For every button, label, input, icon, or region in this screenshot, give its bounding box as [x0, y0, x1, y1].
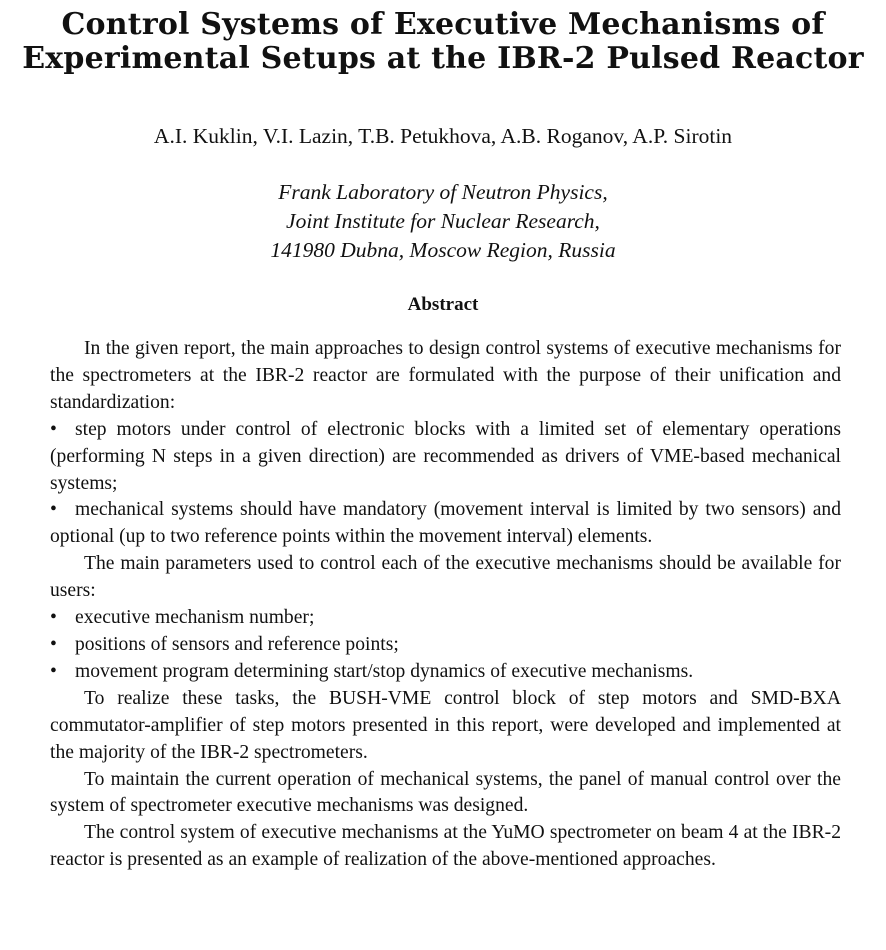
bullet-text: movement program determining start/stop dynamics of executive mechanisms.	[75, 660, 694, 682]
bullet-text: executive mechanism number;	[75, 607, 315, 629]
affiliation-line-2: Joint Institute for Nuclear Research,	[286, 209, 600, 233]
author-list: A.I. Kuklin, V.I. Lazin, T.B. Petukhova, A.B. Roganov, A.P. Sirotin	[153, 124, 733, 148]
affiliation-line-1: Frank Laboratory of Neutron Physics,	[278, 180, 608, 204]
bullet-text: mechanical systems should have mandatory (movement interval is limited by two sensors) and optional (up to two reference points within the movement interval) elements.	[50, 499, 841, 548]
bullet-text: step motors under control of electronic blocks with a limited set of elementary operations (performing N steps in a given direction) are recommended as drivers of VME-based mechanical systems;	[50, 418, 841, 494]
bullet-marker: •	[50, 418, 57, 440]
abstract-paragraph: To maintain the current operation of mechanical systems, the panel of manual control over the system of spectrometer executive mechanisms was designed.	[50, 768, 841, 817]
abstract-paragraph: The main parameters used to control each of the executive mechanisms should be available for users:	[50, 553, 841, 602]
bullet-item	[50, 659, 841, 686]
abstract-paragraph: The control system of executive mechanisms at the YuMO spectrometer on beam 4 at the IBR-2 reactor is presented as an example of realization of the above-mentioned approaches.	[50, 822, 841, 871]
paper-title	[0, 8, 886, 76]
title-line-2: Experimental Setups at the IBR-2 Pulsed Reactor	[22, 41, 864, 76]
bullet-item	[50, 632, 841, 659]
abstract-paragraph: In the given report, the main approaches to design control systems of executive mechanisms for the spectrometers at the IBR-2 reactor are formulated with the purpose of their unification and standardization:	[50, 338, 841, 413]
bullet-marker: •	[50, 607, 57, 629]
bullet-marker: •	[50, 499, 57, 521]
title-line-1: Control Systems of Executive Mechanisms of	[61, 7, 825, 42]
bullet-text: positions of sensors and reference points;	[75, 633, 399, 655]
bullet-item	[50, 605, 841, 632]
affiliation-line-3: 141980 Dubna, Moscow Region, Russia	[270, 238, 616, 262]
bullet-item	[50, 417, 841, 498]
abstract-body	[50, 336, 841, 874]
bullet-marker: •	[50, 660, 57, 682]
abstract-heading: Abstract	[407, 294, 479, 315]
abstract-paragraph: To realize these tasks, the BUSH-VME control block of step motors and SMD-BXA commutator-amplifier of step motors presented in this report, were developed and implemented at the majority of the IBR-2 spectrometers.	[50, 687, 841, 763]
bullet-item	[50, 497, 841, 551]
bullet-marker: •	[50, 633, 57, 655]
affiliation	[0, 178, 886, 265]
